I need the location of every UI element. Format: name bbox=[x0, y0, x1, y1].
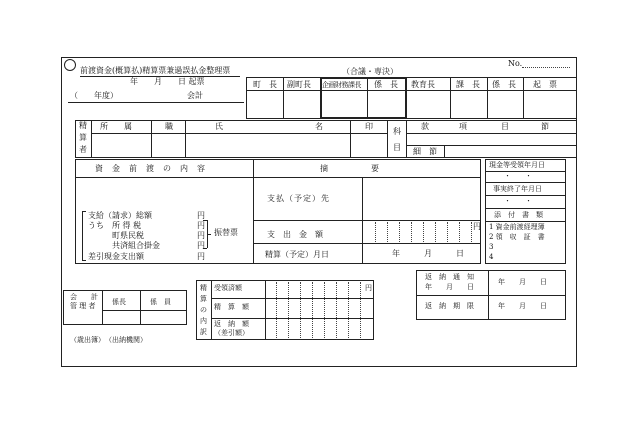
kan-label: 款 bbox=[421, 122, 429, 131]
affiliation-label: 所 属 bbox=[100, 122, 132, 131]
advance-yen-3: 円 bbox=[197, 231, 205, 240]
fiscal-year: （ 年度） bbox=[70, 91, 118, 100]
attachment-3: 3 bbox=[489, 243, 494, 251]
approval-title-mayor: 町 長 bbox=[253, 80, 277, 89]
cash-received-value: ・ ・ bbox=[504, 172, 532, 180]
advance-line-income-tax: うち 所 得 税 bbox=[88, 221, 142, 230]
refund-amount-label-2: （差引額） bbox=[214, 329, 249, 337]
setsu-label: 節 bbox=[541, 122, 549, 131]
completion-value: ・ ・ bbox=[504, 197, 532, 205]
approval-title-superintendent: 教育長 bbox=[411, 80, 435, 89]
staff-label: 係 員 bbox=[150, 298, 171, 306]
attachment-4: 4 bbox=[489, 253, 494, 261]
settler-side-3: 者 bbox=[79, 145, 87, 154]
refund-notice-date: 年 月 日 bbox=[498, 278, 547, 286]
transfer-label: 振替票 bbox=[214, 228, 238, 237]
moku-label: 目 bbox=[501, 122, 509, 131]
chief-label: 係長 bbox=[112, 298, 126, 306]
settle-date-value: 年 月 日 bbox=[392, 249, 464, 258]
approval-note: （合議・専決） bbox=[342, 67, 398, 76]
settle-date-label: 精算（予定）月日 bbox=[265, 250, 329, 259]
name-label-left: 氏 bbox=[215, 122, 223, 131]
expense-yen: 円 bbox=[473, 222, 481, 231]
completion-label: 事実終了年月日 bbox=[493, 185, 542, 193]
payee-label: 支払（予定）先 bbox=[267, 194, 330, 203]
advance-header: 資金前渡の内容 bbox=[95, 164, 214, 173]
refund-amount-label-1: 返 納 額 bbox=[214, 320, 249, 328]
form-number: No. bbox=[508, 59, 523, 68]
form-title: 前渡資金(概算払)精算票兼過誤払金整理票 bbox=[80, 66, 231, 75]
settled-label: 精 算 額 bbox=[214, 303, 249, 311]
approval-title-deputy-mayor: 副町長 bbox=[287, 80, 311, 89]
settlement-yen: 円 bbox=[365, 284, 372, 292]
settle-side-1: 精 bbox=[200, 284, 207, 292]
footer-note: （歳出簿） （出納機関） bbox=[70, 336, 147, 344]
advance-brace bbox=[82, 211, 83, 261]
kou-label: 項 bbox=[459, 122, 467, 131]
settle-side-5: 訳 bbox=[200, 328, 207, 336]
refund-deadline-date: 年 月 日 bbox=[498, 302, 547, 310]
refund-deadline-label: 返 納 期 限 bbox=[425, 302, 474, 310]
account-label: 会計 bbox=[187, 91, 203, 100]
name-label-right: 名 bbox=[315, 122, 323, 131]
received-label: 受領済額 bbox=[214, 284, 242, 292]
accountant-label-2: 管 理 者 bbox=[70, 302, 96, 310]
account-underline bbox=[68, 102, 244, 103]
advance-line-net-cash: 差引現金支出額 bbox=[88, 252, 144, 261]
saimoku-label: 細 節 bbox=[413, 147, 437, 156]
form-number-underline bbox=[522, 67, 570, 68]
attachment-2: 2 領 収 証 書 bbox=[489, 233, 545, 241]
approval-title-section-chief-b: 係 長 bbox=[492, 80, 516, 89]
advance-yen-5: 円 bbox=[197, 252, 205, 261]
approval-title-division-chief: 課 長 bbox=[456, 80, 480, 89]
advance-yen-1: 円 bbox=[197, 211, 205, 220]
position-label: 職 bbox=[165, 122, 173, 131]
advance-yen-4: 円 bbox=[197, 241, 205, 250]
expense-label: 支 出 金 額 bbox=[267, 230, 323, 239]
settle-side-2: 算 bbox=[200, 295, 207, 303]
advance-line-mutual-aid: 共済組合掛金 bbox=[112, 241, 160, 250]
approval-title-finance-chief: 企画財務課長 bbox=[322, 81, 361, 89]
stamp-circle-icon bbox=[64, 59, 76, 71]
refund-notice-label-2: 年 月 日 bbox=[425, 283, 474, 291]
settler-side-2: 算 bbox=[79, 133, 87, 142]
approval-title-section-chief-a: 係 長 bbox=[374, 80, 398, 89]
accountant-label-1: 会 計 bbox=[70, 293, 98, 301]
attachment-1: 1 資金前渡経理簿 bbox=[489, 223, 545, 231]
subject-side-1: 科 bbox=[393, 127, 401, 136]
settle-side-3: の bbox=[200, 306, 207, 314]
advance-line-resident-tax: 町県民税 bbox=[112, 231, 144, 240]
attachments-header: 添 付 書 類 bbox=[494, 211, 543, 219]
advance-line-total: 支給（請求）総額 bbox=[88, 211, 152, 220]
refund-notice-label-1: 返 納 通 知 bbox=[425, 273, 474, 281]
summary-header: 摘 要 bbox=[320, 164, 388, 173]
approval-title-drafter: 起 票 bbox=[533, 80, 557, 89]
subject-side-2: 目 bbox=[393, 143, 401, 152]
seal-label: 印 bbox=[365, 122, 373, 131]
settler-side-1: 精 bbox=[79, 121, 87, 130]
cash-received-label: 現金等受領年月日 bbox=[489, 161, 545, 169]
settle-side-4: 内 bbox=[200, 317, 207, 325]
issue-date: 年 月 日 起票 bbox=[130, 77, 205, 86]
advance-yen-2: 円 bbox=[197, 221, 205, 230]
